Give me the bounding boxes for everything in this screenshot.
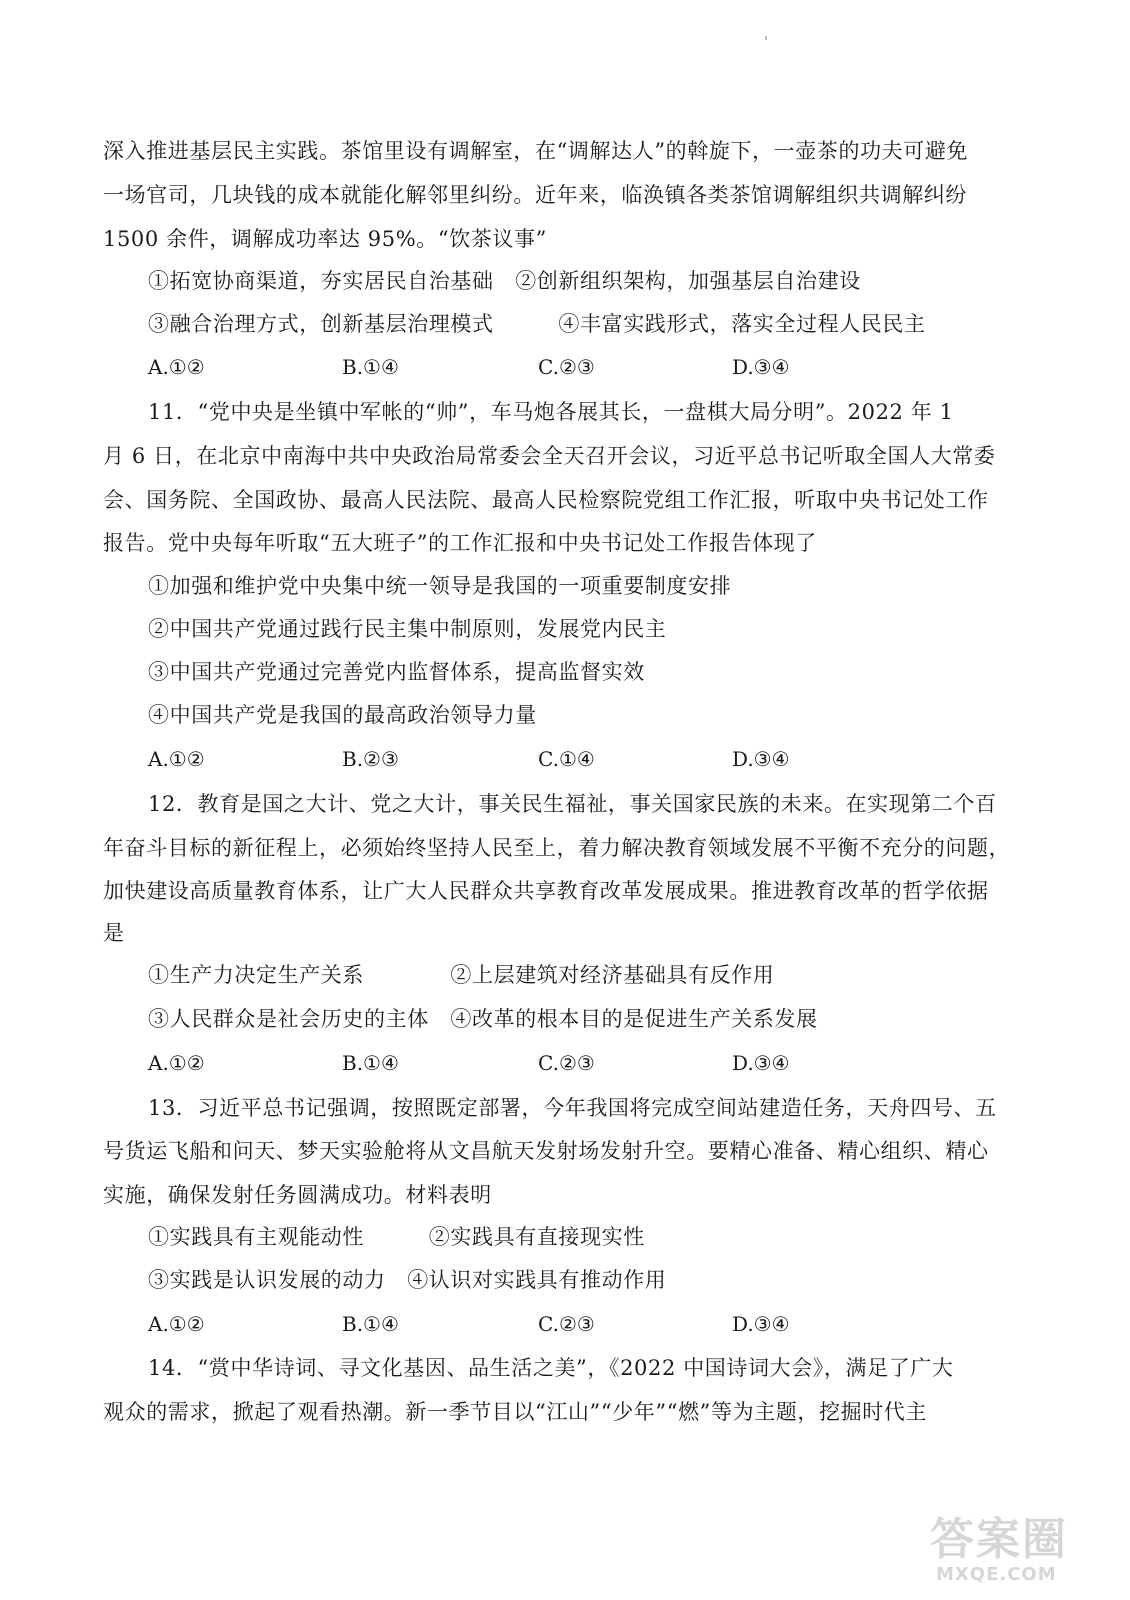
- q11-statement: ③中国共产党通过完善党内监督体系，提高监督实效: [148, 660, 645, 684]
- q13-option-b: B.①④: [342, 1312, 399, 1336]
- q12-statement: ③人民群众是社会历史的主体 ④改革的根本目的是促进生产关系发展: [148, 1007, 818, 1031]
- q11-stem-line: 报告。党中央每年听取“五大班子”的工作汇报和中央书记处工作报告体现了: [103, 531, 817, 555]
- q12-option-d: D.③④: [732, 1051, 790, 1075]
- q13-stem-line: 号货运飞船和问天、梦天实验舱将从文昌航天发射场发射升空。要精心准备、精心组织、精心: [103, 1139, 989, 1163]
- q12-option-c: C.②③: [538, 1051, 595, 1075]
- q10-option-b: B.①④: [342, 355, 399, 379]
- q13-stem-line: 实施，确保发射任务圆满成功。材料表明: [103, 1183, 492, 1207]
- q13-stem-line: 13．习近平总书记强调，按照既定部署，今年我国将完成空间站建造任务，天舟四号、五: [148, 1096, 997, 1120]
- q11-statement: ①加强和维护党中央集中统一领导是我国的一项重要制度安排: [148, 574, 732, 598]
- scan-speck: [765, 36, 767, 40]
- q12-stem-line: 年奋斗目标的新征程上，必须始终坚持人民至上，着力解决教育领域发展不平衡不充分的问题，: [103, 836, 1011, 860]
- q11-statement: ②中国共产党通过践行民主集中制原则，发展党内民主: [148, 617, 667, 641]
- q10-stem-line: 深入推进基层民主实践。茶馆里设有调解室，在“调解达人”的斡旋下，一壶茶的功夫可避免: [103, 139, 969, 163]
- q10-stem-line: 1500 余件，调解成功率达 95%。“饮茶议事”: [103, 227, 547, 251]
- q13-option-d: D.③④: [732, 1312, 790, 1336]
- q13-statement: ③实践是认识发展的动力 ④认识对实践具有推动作用: [148, 1268, 667, 1292]
- q12-option-a: A.①②: [148, 1051, 205, 1075]
- q10-option-c: C.②③: [538, 355, 595, 379]
- q12-stem-line: 加快建设高质量教育体系，让广大人民群众共享教育改革发展成果。推进教育改革的哲学依据: [103, 879, 989, 903]
- site-watermark-logo: [930, 1514, 1090, 1586]
- q10-option-d: D.③④: [732, 355, 790, 379]
- q12-stem-line: 是: [103, 921, 125, 945]
- q13-option-a: A.①②: [148, 1312, 205, 1336]
- q11-stem-line: 会、国务院、全国政协、最高人民法院、最高人民检察院党组工作汇报，听取中央书记处工作: [103, 488, 989, 512]
- watermark-cn: 答案圈: [930, 1514, 1068, 1565]
- q11-stem-line: 11．“党中央是坐镇中军帐的“帅”，车马炮各展其长，一盘棋大局分明”。2022 年 1: [148, 400, 954, 424]
- q12-option-b: B.①④: [342, 1051, 399, 1075]
- q11-statement: ④中国共产党是我国的最高政治领导力量: [148, 703, 537, 727]
- q13-option-c: C.②③: [538, 1312, 595, 1336]
- watermark-en: MXQE.COM: [936, 1564, 1057, 1585]
- q13-statement: ①实践具有主观能动性 ②实践具有直接现实性: [148, 1225, 645, 1249]
- q11-option-d: D.③④: [732, 747, 790, 771]
- q11-option-c: C.①④: [538, 747, 595, 771]
- q10-stem-line: 一场官司，几块钱的成本就能化解邻里纠纷。近年来，临涣镇各类茶馆调解组织共调解纠纷: [103, 183, 967, 207]
- q10-statement: ③融合治理方式，创新基层治理模式 ④丰富实践形式，落实全过程人民民主: [148, 312, 926, 336]
- q14-stem-line: 14．“赏中华诗词、寻文化基因、品生活之美”，《2022 中国诗词大会》，满足了广大: [148, 1356, 954, 1380]
- q11-stem-line: 月 6 日，在北京中南海中共中央政治局常委会全天召开会议，习近平总书记听取全国人大常委: [103, 444, 996, 468]
- q10-statement: ①拓宽协商渠道，夯实居民自治基础 ②创新组织架构，加强基层自治建设: [148, 269, 861, 293]
- q12-statement: ①生产力决定生产关系 ②上层建筑对经济基础具有反作用: [148, 963, 775, 987]
- q10-option-a: A.①②: [148, 355, 205, 379]
- q12-stem-line: 12．教育是国之大计、党之大计，事关民生福祉，事关国家民族的未来。在实现第二个百: [148, 792, 997, 816]
- q14-stem-line: 观众的需求，掀起了观看热潮。新一季节目以“江山”“少年”“燃”等为主题，挖掘时代主: [103, 1400, 928, 1424]
- q11-option-b: B.②③: [342, 747, 399, 771]
- q11-option-a: A.①②: [148, 747, 205, 771]
